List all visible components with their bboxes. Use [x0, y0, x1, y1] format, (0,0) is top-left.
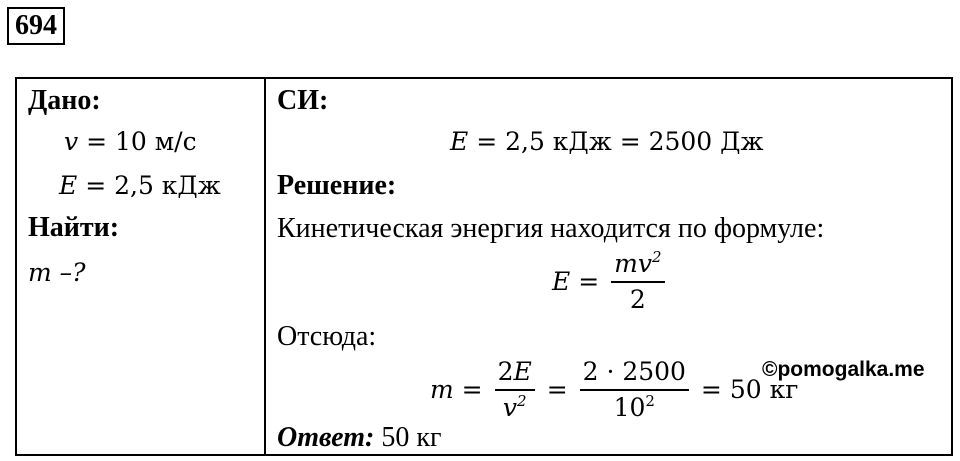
- calc-fraction-2: [580, 355, 689, 425]
- watermark: ©pomogalka.me: [762, 358, 925, 381]
- calc-fraction-2-denominator: $10^2$: [613, 392, 655, 422]
- mass-calculation: m = $\frac{2E}{v^2}$ = $\frac{2 \cdot 2500}{10^2}$ = 50 кг: [430, 355, 798, 425]
- si-conversion: E = 2,5 кДж = 2500 Дж: [450, 127, 764, 156]
- solution-text: Кинетическая энергия находится по формуле:: [277, 213, 825, 244]
- calc-fraction-1: [495, 355, 535, 425]
- column-divider: [264, 79, 266, 454]
- solution-table: [15, 77, 953, 456]
- given-heading: Дано:: [28, 85, 101, 116]
- find-heading: Найти:: [28, 212, 120, 243]
- formula-fraction: [611, 247, 664, 317]
- answer-value: 50 кг: [381, 422, 442, 453]
- si-heading: СИ:: [277, 85, 329, 116]
- energy-formula: E = $\frac{mv^2}{2}$: [552, 247, 669, 317]
- answer-label: Ответ:: [277, 422, 375, 453]
- calc-equals: =: [546, 375, 568, 404]
- calc-fraction-1-numerator: 2E: [495, 355, 535, 391]
- solution-heading: Решение:: [277, 170, 397, 201]
- calc-fraction-1-denominator: $v^2$: [502, 392, 527, 422]
- formula-denominator: 2: [629, 285, 646, 314]
- formula-numerator: $mv^2$: [611, 247, 664, 283]
- calc-fraction-2-numerator: 2 · 2500: [580, 355, 689, 391]
- given-energy: E = 2,5 кДж: [59, 171, 221, 200]
- from-here-text: Отсюда:: [277, 321, 377, 352]
- answer-line: [277, 422, 441, 454]
- find-unknown: m –?: [28, 258, 86, 287]
- given-velocity: v = 10 м/с: [64, 127, 197, 156]
- problem-number: 694: [7, 7, 65, 45]
- calc-result: = 50 кг: [700, 375, 799, 404]
